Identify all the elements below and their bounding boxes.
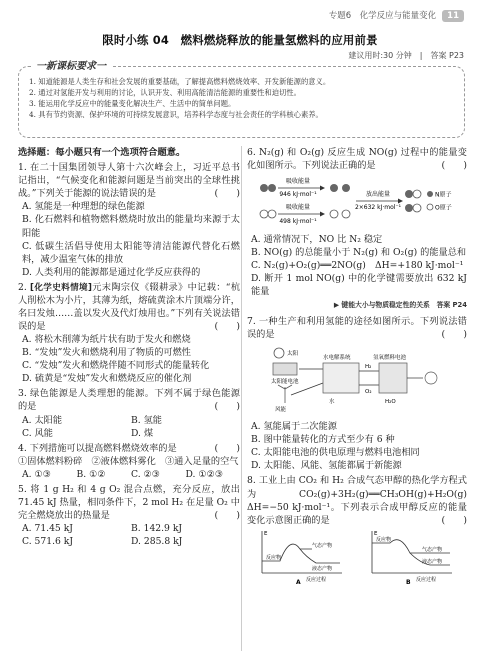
q7-electrolyzer-label: 水电解系统	[323, 355, 351, 362]
requirement-item: 1. 知道能源是人类生存和社会发展的重要基础，了解提高燃料燃烧效率、开发新能源的意义。	[29, 77, 331, 86]
q5-option-b: B. 142.9 kJ	[131, 523, 183, 535]
n-atom	[342, 184, 350, 192]
q2-option-d: D. 硫黄是“发烛”发火和燃烧反应的催化剂	[22, 373, 192, 385]
q8b-liquid-product-label: 液态产物	[422, 558, 443, 565]
legend-n-swatch	[427, 191, 433, 197]
q3-option-d: D. 煤	[131, 427, 154, 439]
q8b-process-label: 反应过程	[416, 576, 437, 583]
q6-stem: 6. N₂(g) 和 O₂(g) 反应生成 NO(g) 过程中的能量变化如图所示。下列说法正确的是	[247, 147, 467, 172]
q7-option-a: A. 氢能属于二次能源	[251, 421, 337, 433]
q4-measures: ①固体燃料粉碎 ②液体燃料雾化 ③通入足量的空气	[18, 455, 239, 467]
title-left: 限时小练 04 燃料燃烧释放的能量	[102, 33, 285, 47]
q5-options-row-2	[18, 535, 240, 548]
q2-answer-blank: ( )	[214, 321, 240, 333]
q7-water-label: H₂O	[385, 399, 396, 406]
q7-tap-water-label: 水	[329, 399, 335, 406]
q8-stem: 8. 工业上由 CO₂ 和 H₂ 合成气态甲醇的热化学方程式为 CO₂(g)+3H₂(g)══CH₃OH(g)+H₂O(g) ΔH=−50 kJ·mol⁻¹。下列表示合成甲醇反应的能量变化示意图正确的是	[247, 475, 477, 526]
page-number: 11	[442, 10, 464, 22]
requirements-tag: 一新课标要求一	[31, 60, 111, 74]
legend-o-label: O原子	[435, 204, 452, 212]
q8a-process-label: 反应过程	[306, 576, 327, 583]
question-5	[18, 483, 240, 548]
q6-bottom-label: 吸收能量	[285, 204, 311, 212]
q8-answer-blank: ( )	[441, 514, 467, 526]
q6-middle-label: 放出能量	[365, 191, 391, 199]
q2-tag: [化学史料情境]	[30, 282, 92, 293]
o2-molecule-atom-1	[260, 210, 268, 218]
q7-o2-label: O₂	[365, 389, 372, 396]
q8b-gas-product-label: 气态产物	[422, 546, 443, 553]
q6-top-label: 吸收能量	[285, 178, 311, 186]
q3-options-row-1	[18, 414, 240, 427]
q4-option-b: B. ①②	[76, 468, 106, 480]
requirements-list	[29, 76, 456, 120]
no-molecule-n	[405, 190, 413, 198]
q8-diagrams	[247, 527, 467, 585]
requirement-item: 3. 能运用化学反应中的能量变化解决生产、生活中的简单问题。	[29, 99, 236, 109]
q6-option-d: D. 断开 1 mol NO(g) 中的化学键需要放出 632 kJ 能量	[251, 273, 467, 298]
q5-stem: 5. 将 1 g H₂ 和 4 g O₂ 混合点燃，充分反应，放出 71.45 kJ 热量，相同条件下，2 mol H₂ 在足量 O₂ 中完全燃烧放出的热量是	[18, 483, 240, 521]
question-4	[18, 442, 240, 481]
q3-options-row-2	[18, 427, 240, 440]
q3-answer-blank: ( )	[214, 401, 240, 413]
no-molecule-o	[413, 190, 421, 198]
question-1	[18, 161, 240, 279]
left-column	[18, 146, 240, 550]
q1-option-d: D. 人类利用的能源都是通过化学反应获得的	[22, 266, 201, 278]
q8-diagram-b	[366, 527, 458, 585]
q8b-energy-label: E	[374, 530, 378, 537]
question-7	[247, 315, 467, 472]
q6-energy-diagram	[254, 174, 460, 230]
section-heading: 选择题：每小题只有一个选项符合题意。	[18, 147, 186, 158]
knowledge-note-bar: ▶ 键能大小与物质稳定性的关系 答案 P24	[333, 301, 467, 310]
q7-fuel-cell-label: 氢氧燃料电池	[373, 355, 407, 362]
q7-sun-label: 太阳	[287, 351, 299, 358]
q3-option-b: B. 氢能	[131, 414, 162, 426]
question-6	[247, 146, 467, 298]
curriculum-requirements-box	[18, 61, 465, 138]
q8a-gas-product-label: 气态产物	[312, 542, 333, 549]
q4-answer-blank: ( )	[214, 442, 240, 454]
q6-option-a: A. 通常情况下，NO 比 N₂ 稳定	[251, 234, 383, 246]
sun-icon	[274, 348, 284, 358]
q3-option-c: C. 风能	[22, 427, 53, 439]
q4-option-c: C. ②③	[131, 468, 161, 480]
n2-molecule-atom-1	[260, 184, 268, 192]
n2-molecule-atom-2	[268, 184, 276, 192]
q6-middle-value: 2×632 kJ·mol⁻¹	[354, 204, 402, 212]
q8a-liquid-product-label: 液态产物	[312, 565, 333, 572]
q1-stem: 1. 在二十国集团领导人第十六次峰会上，习近平总书记指出，“气候变化和能源问题是当前突出的全球性挑战。”下列关于能源的说法错误的是	[18, 162, 240, 200]
answer-ref: 答案 P23	[430, 51, 464, 60]
q6-bottom-value: 498 kJ·mol⁻¹	[279, 218, 317, 226]
q2-option-c: C. “发烛”发火和燃烧伴随不同形式的能量转化	[22, 360, 210, 372]
fuel-cell-icon	[379, 363, 407, 393]
q8a-option-label: A	[296, 578, 301, 585]
q7-stem: 7. 一种生产和利用氢能的途径如图所示。下列说法错误的是	[247, 316, 467, 341]
time-answer-meta: 建议用时:30 分钟 | 答案 P23	[348, 51, 464, 60]
q8-diagram-a	[256, 527, 348, 585]
q8b-option-label: B	[406, 578, 411, 585]
q7-answer-blank: ( )	[441, 329, 467, 341]
q2-stem: 元末陶宗仪《辍耕录》中记载：“杭人削松木为小片，其薄为纸，熔硫黄涂木片顶端分许，名曰发烛……盖以发火及代灯烛用也。”下列有关说法错误的是	[18, 281, 241, 333]
q7-hydrogen-pathway-diagram	[267, 343, 447, 417]
q1-option-b: B. 化石燃料和植物燃料燃烧时放出的能量均来源于太阳能	[22, 214, 240, 239]
q5-option-a: A. 71.45 kJ	[22, 523, 73, 535]
q2-option-b: B. “发烛”发火和燃烧利用了物质的可燃性	[22, 347, 191, 359]
question-2: 2. [化学史料情境]元末陶宗仪《辍耕录》中记载：“杭人削松木为小片，其薄为纸，熔硫黄涂木片顶端分许，名曰发烛……盖以发火及代灯烛用也。”下列有关说法错误的是 ( ) A. 将松木削薄为纸片状有助于发火和燃烧 B. “发烛”发火和燃烧利用了物质的可燃性 C. “发烛”发火和燃烧伴随不同形式的能量转化 D. 硫黄是“发烛”发火和燃烧反应的催化剂	[18, 281, 241, 385]
q7-wind-label: 风能	[275, 407, 287, 414]
legend-o-swatch	[427, 204, 433, 210]
n-atom	[330, 184, 338, 192]
q7-option-b: B. 图中能量转化的方式至少有 6 种	[251, 434, 395, 446]
q8a-reactants-label: 反应物	[266, 554, 282, 561]
o-atom	[342, 210, 350, 218]
running-title: 专题6 化学反应与能量变化	[328, 11, 437, 21]
q6-option-b: B. NO(g) 的总能量小于 N₂(g) 和 O₂(g) 的能量总和	[251, 247, 467, 259]
q4-option-a: A. ①③	[22, 468, 51, 480]
suggested-time: 建议用时:30 分钟	[348, 51, 412, 60]
column-divider	[241, 146, 242, 651]
no-molecule-n	[405, 204, 413, 212]
q6-answer-blank: ( )	[441, 160, 467, 172]
q4-options-row	[18, 468, 240, 481]
question-3	[18, 387, 240, 439]
page-title	[0, 32, 480, 48]
q2-option-a: A. 将松木削薄为纸片状有助于发火和燃烧	[22, 334, 191, 346]
q3-stem: 3. 绿色能源是人类理想的能源。下列不属于绿色能源的是	[18, 388, 240, 413]
title-right: 氢燃料的应用前景	[284, 33, 378, 47]
q6-top-value: 946 kJ·mol⁻¹	[279, 191, 317, 199]
q5-option-c: C. 571.6 kJ	[22, 536, 74, 548]
q7-option-c: C. 太阳能电池的供电原理与燃料电池相同	[251, 447, 420, 459]
electrolyzer-icon	[323, 363, 359, 393]
q5-options-row-1	[18, 522, 240, 535]
o2-molecule-atom-2	[268, 210, 276, 218]
q4-stem: 4. 下列措施可以提高燃料燃烧效率的是	[18, 442, 177, 454]
legend-n-label: N原子	[435, 191, 452, 199]
q7-h2-label: H₂	[365, 364, 372, 371]
q7-solar-label: 太阳能电池	[271, 379, 299, 386]
q5-answer-blank: ( )	[214, 509, 240, 521]
q5-option-d: D. 285.8 kJ	[131, 536, 183, 548]
requirement-item: 2. 通过对氢能开发与利用的讨论，认识开发、利用高能清洁能源的重要性和迫切性。	[29, 88, 301, 98]
q6-option-c: C. N₂(g)+O₂(g)══2NO(g) ΔH=+180 kJ·mol⁻¹	[251, 260, 464, 272]
q8b-reactants-label: 反应物	[376, 536, 392, 543]
no-molecule-o	[413, 204, 421, 212]
q1-option-a: A. 氢能是一种理想的绿色能源	[22, 201, 145, 213]
question-8	[247, 474, 477, 585]
q1-option-c: C. 低碳生活倡导使用太阳能等清洁能源代替化石燃料，减少温室气体的排放	[22, 240, 240, 265]
right-column	[247, 146, 477, 587]
q3-option-a: A. 太阳能	[22, 414, 63, 426]
o-atom	[330, 210, 338, 218]
light-bulb-icon	[425, 372, 437, 384]
q7-option-d: D. 太阳能、风能、氢能都属于新能源	[251, 460, 402, 472]
q4-option-d: D. ①②③	[185, 468, 224, 480]
running-header	[329, 10, 464, 22]
q1-answer-blank: ( )	[214, 188, 240, 200]
requirement-item: 4. 具有节约资源、保护环境的可持续发展意识，培养科学态度与社会责任的学科核心素养。	[29, 110, 323, 120]
solar-panel-icon	[273, 363, 297, 375]
q8a-energy-label: E	[264, 530, 268, 537]
